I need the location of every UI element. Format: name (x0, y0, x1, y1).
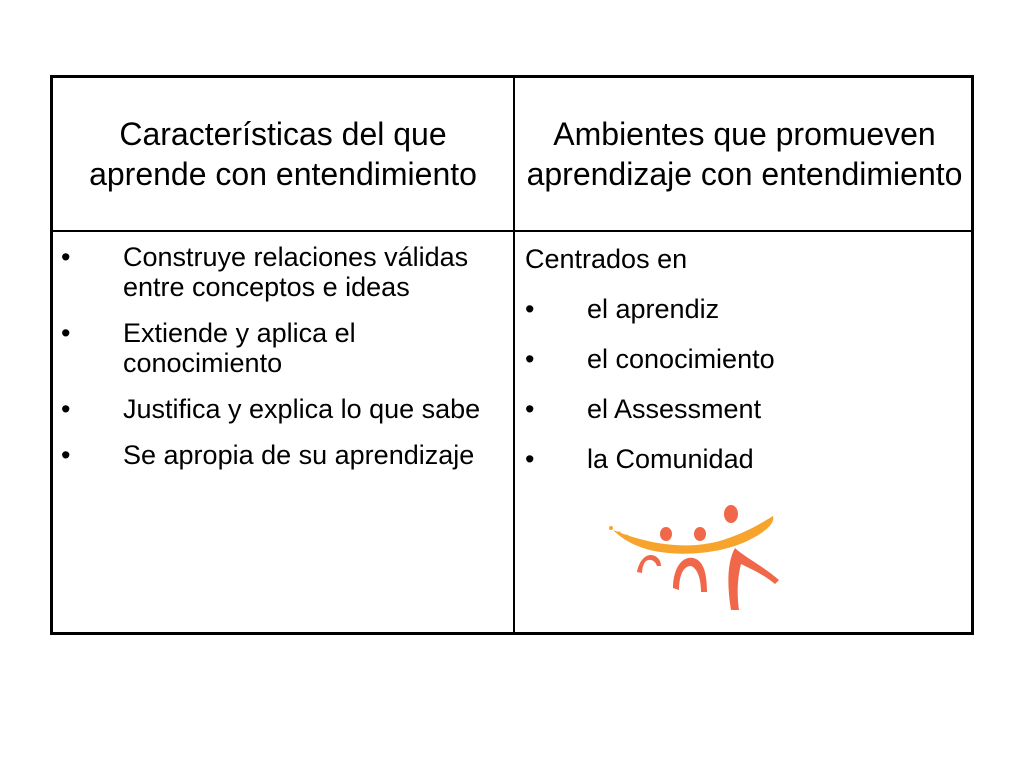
bullet: • (61, 440, 71, 470)
list-item-text: el aprendiz (587, 294, 720, 324)
logo-figure-right (728, 548, 779, 610)
list-item (525, 394, 964, 424)
bullet: • (61, 242, 71, 272)
learner-characteristics-list (61, 242, 499, 470)
bullet: • (61, 394, 71, 424)
logo-figure-left (637, 555, 661, 573)
bullet: • (525, 294, 535, 324)
header-right-cell (515, 78, 974, 230)
logo-head (724, 505, 738, 523)
body-left-cell (53, 232, 513, 632)
list-item-text: el conocimiento (587, 344, 775, 374)
list-item (61, 440, 499, 470)
environments-list (525, 294, 964, 474)
bullet: • (61, 318, 71, 348)
logo-dot (617, 531, 620, 534)
logo-figure-mid (673, 558, 707, 592)
bullet: • (525, 444, 535, 474)
list-item (525, 444, 964, 474)
logo-swoosh (613, 516, 773, 554)
list-item-text: Construye relaciones válidas entre conceptos e ideas (123, 242, 469, 302)
list-item-text: Se apropia de su aprendizaje (123, 440, 475, 470)
logo-dot (626, 535, 629, 538)
list-item (525, 344, 964, 374)
list-item-text: la Comunidad (587, 444, 754, 474)
header-right-text: Ambientes que promueven aprendizaje con entendimiento (526, 116, 963, 192)
list-item-text: el Assessment (587, 394, 762, 424)
logo-head (660, 527, 672, 541)
list-item (61, 394, 499, 424)
logo-head (694, 527, 706, 541)
list-item (61, 318, 499, 378)
header-left-text: Características del que aprende con entendimiento (89, 116, 477, 192)
list-item (525, 294, 964, 324)
logo-dot (609, 526, 613, 530)
bullet: • (525, 394, 535, 424)
environments-intro: Centrados en (525, 244, 688, 274)
bullet: • (525, 344, 535, 374)
list-item (61, 242, 499, 302)
community-people-logo-icon (603, 500, 793, 620)
comparison-table (50, 75, 974, 635)
header-left-cell (53, 78, 513, 230)
list-item-text: Extiende y aplica el conocimiento (123, 318, 356, 378)
list-item-text: Justifica y explica lo que sabe (123, 394, 481, 424)
